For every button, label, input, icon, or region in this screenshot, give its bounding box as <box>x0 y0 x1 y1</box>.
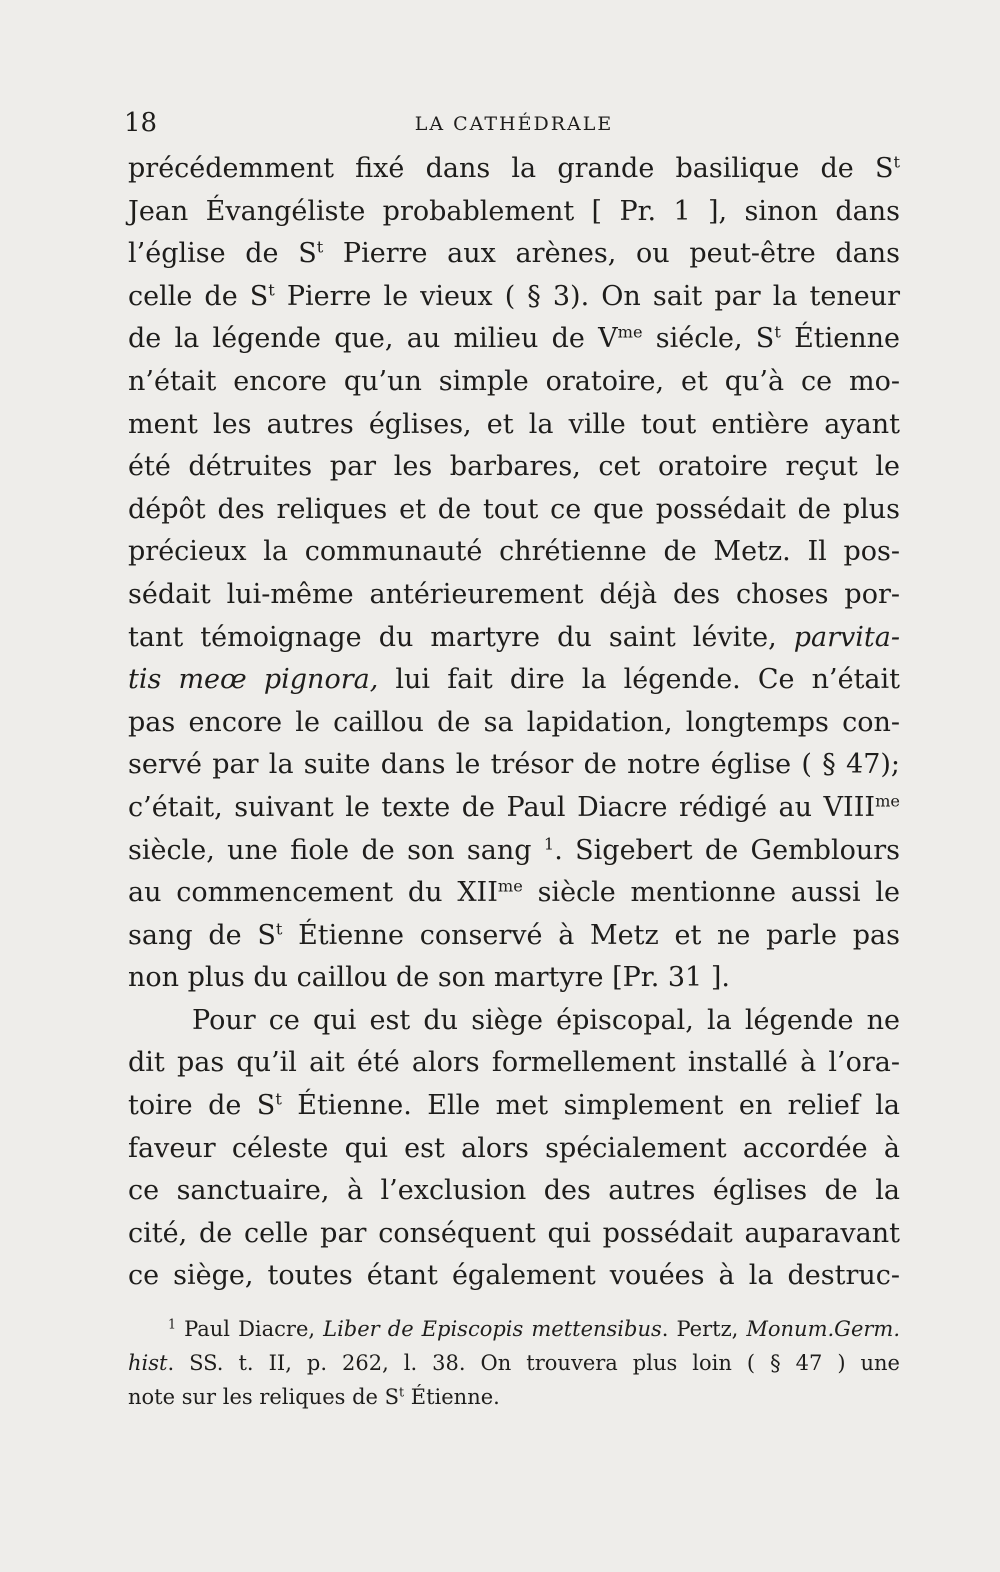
text-line: l’église de $S^t$ Pierre aux arènes, ou peut-être dans <box>128 237 900 270</box>
text-line: Pour ce qui est du siège épiscopal, la légende ne <box>192 1004 900 1036</box>
footnote-line: hist. SS. t. II, p. 262, l. 38. On trouvera plus loin ( § 47 ) une <box>128 1351 900 1375</box>
text-line: tis meœ pignora, lui fait dire la légende. Ce n’était <box>128 664 901 696</box>
text-line: siècle, une fiole de son sang $^1$. Sigebert de Gemblours <box>128 833 900 866</box>
footnote-marker: 1 <box>168 1316 177 1332</box>
text-line: ce siège, toutes étant également vouées à la destruc- <box>128 1260 900 1292</box>
text-line: ment les autres églises, et la ville tout entière ayant <box>128 408 900 440</box>
text-line: toire de $S^t$ Étienne. Elle met simplement en relief la <box>128 1089 900 1122</box>
body-text <box>128 148 900 1298</box>
text-line: précieux la communauté chrétienne de Metz. Il pos- <box>128 536 900 568</box>
page-header <box>124 108 904 138</box>
text-line: non plus du caillou de son martyre [Pr. 31 ]. <box>128 962 730 994</box>
text-line: faveur céleste qui est alors spécialement accordée à <box>128 1132 900 1164</box>
text-line: servé par la suite dans le trésor de notre église ( § 47); <box>128 749 900 781</box>
text-line: cité, de celle par conséquent qui possédait auparavant <box>128 1217 900 1249</box>
text-line: celle de $S^t$ Pierre le vieux ( § 3). On sait par la teneur <box>128 280 900 312</box>
footnote-line: $^1$ Paul Diacre, Liber de Episcopis mettensibus. Pertz, Monum.Germ. <box>168 1316 901 1341</box>
text-line: dit pas qu’il ait été alors formellement installé à l’ora- <box>128 1047 900 1079</box>
text-line: de la légende que, au milieu de $V^{me}$ siécle, $S^t$ Étienne <box>128 322 901 355</box>
text-line: sédait lui-même antérieurement déjà des choses por- <box>128 578 900 610</box>
text-line: c’était, suivant le texte de Paul Diacre rédigé au $VIII^{me}$ <box>128 791 900 823</box>
text-line: tant témoignage du martyre du saint lévite, parvita- <box>128 621 900 653</box>
text-line: sang de $S^t$ Étienne conservé à Metz et ne parle pas <box>128 918 900 951</box>
text-line: au commencement du $XII^{me}$ siècle mentionne aussi le <box>128 876 900 909</box>
running-title: LA CATHÉDRALE <box>414 113 614 135</box>
text-line: Jean Évangéliste probablement [ Pr. 1 ], sinon dans <box>128 195 900 227</box>
footnotes <box>128 1312 900 1414</box>
text-line: dépôt des reliques et de tout ce que possédait de plus <box>128 493 900 525</box>
page-number: 18 <box>124 108 158 138</box>
footnote-line: note sur les reliques de $S^t$ Étienne. <box>128 1384 500 1409</box>
text-line: été détruites par les barbares, cet oratoire reçut le <box>128 451 900 483</box>
text-line: ce sanctuaire, à l’exclusion des autres églises de la <box>128 1175 900 1207</box>
text-line: n’était encore qu’un simple oratoire, et qu’à ce mo- <box>128 365 900 397</box>
text-line: pas encore le caillou de sa lapidation, longtemps con- <box>128 706 900 738</box>
text-line: précédemment fixé dans la grande basilique de $S^t$ <box>128 152 900 184</box>
